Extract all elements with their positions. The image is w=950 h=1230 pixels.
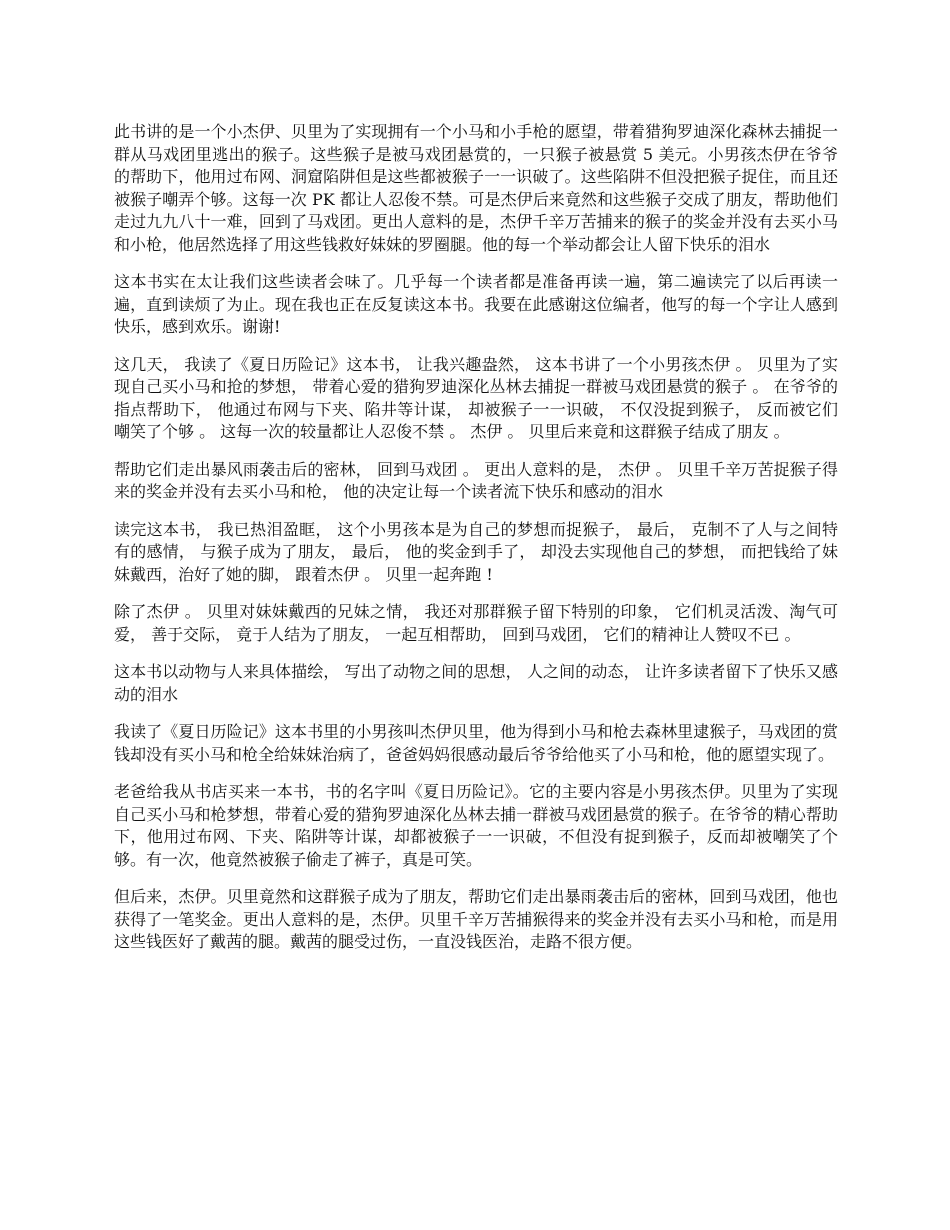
paragraph-10: 但后来，杰伊。贝里竟然和这群猴子成为了朋友，帮助它们走出暴雨袭击后的密林，回到马戏团，他也获得了一笔奖金。更出人意料的是，杰伊。贝里千辛万苦捕猴得来的奖金并没有去买小马和枪，而是用这些钱医好了戴茜的腿。戴茜的腿受过伤，一直没钱医治，走路不很方便。 xyxy=(114,887,838,951)
paragraph-4: 帮助它们走出暴风雨袭击后的密林， 回到马戏团 。 更出人意料的是， 杰伊 。 贝里千辛万苦捉猴子得来的奖金并没有去买小马和枪， 他的决定让每一个读者流下快乐和感动的泪水 xyxy=(114,459,838,501)
paragraph-3: 这几天， 我读了《夏日历险记》这本书， 让我兴趣盎然， 这本书讲了一个小男孩杰伊 。 贝里为了实现自己买小马和抢的梦想， 带着心爱的猎狗罗迪深化丛林去捕捉一群被马戏团悬赏的猴子 。 在爷爷的指点帮助下， 他通过布网与下夹、陷井等计谋， 却被猴子一一识破， 不仅没捉到猴子， 反而被它们嘲笑了个够 。 这每一次的较量都让人忍俊不禁 。 杰伊 。 贝里后来竟和这群猴子结成了朋友 。 xyxy=(114,354,838,441)
paragraph-2: 这本书实在太让我们这些读者会味了。几乎每一个读者都是准备再读一遍，第二遍读完了以后再读一遍，直到读烦了为止。现在我也正在反复读这本书。我要在此感谢这位编者，他写的每一个字让人感到快乐，感到欢乐。谢谢! xyxy=(114,272,838,336)
paragraph-5: 读完这本书， 我已热泪盈眶， 这个小男孩本是为自己的梦想而捉猴子， 最后， 克制不了人与之间特有的感情， 与猴子成为了朋友， 最后， 他的奖金到手了， 却没去实现他自己的梦想， 而把钱给了妹妹戴西，治好了她的脚， 跟着杰伊 。 贝里一起奔跑 ! xyxy=(114,519,838,584)
paragraph-9: 老爸给我从书店买来一本书，书的名字叫《夏日历险记》。它的主要内容是小男孩杰伊。贝里为了实现自己买小马和枪梦想，带着心爱的猎狗罗迪深化丛林去捕一群被马戏团悬赏的猴子。在爷爷的精心帮助下，他用过布网、下夹、陷阱等计谋，却都被猴子一一识破，不但没有捉到猴子，反而却被嘲笑了个够。有一次，他竟然被猴子偷走了裤子，真是可笑。 xyxy=(114,782,838,869)
paragraph-8: 我读了《夏日历险记》这本书里的小男孩叫杰伊贝里，他为得到小马和枪去森林里逮猴子，马戏团的赏钱却没有买小马和枪全给妹妹治病了，爸爸妈妈很感动最后爷爷给他买了小马和枪，他的愿望实现了。 xyxy=(114,722,838,764)
paragraph-7: 这本书以动物与人来具体描绘， 写出了动物之间的思想， 人之间的动态， 让许多读者留下了快乐又感动的泪水 xyxy=(114,662,838,704)
paragraph-1: 此书讲的是一个小杰伊、贝里为了实现拥有一个小马和小手枪的愿望，带着猎狗罗迪深化森林去捕捉一群从马戏团里逃出的猴子。这些猴子是被马戏团悬赏的，一只猴子被悬赏 5 美元。小男孩杰伊在爷爷的帮助下，他用过布网、洞窟陷阱但是这些都被猴子一一识破了。这些陷阱不但没把猴子捉住，而且还被猴子嘲弄个够。这每一次 PK 都让人忍俊不禁。可是杰伊后来竟然和这些猴子交成了朋友，帮助他们走过九九八十一难，回到了马戏团。更出人意料的是，杰伊千辛万苦捕来的猴子的奖金并没有去买小马和小枪，他居然选择了用这些钱救好妹妹的罗圈腿。他的每一个举动都会让人留下快乐的泪水 xyxy=(114,122,838,254)
paragraph-6: 除了杰伊 。 贝里对妹妹戴西的兄妹之情， 我还对那群猴子留下特别的印象， 它们机灵活泼、淘气可爱， 善于交际， 竟于人结为了朋友， 一起互相帮助， 回到马戏团， 它们的精神让人赞叹不已 。 xyxy=(114,602,838,644)
